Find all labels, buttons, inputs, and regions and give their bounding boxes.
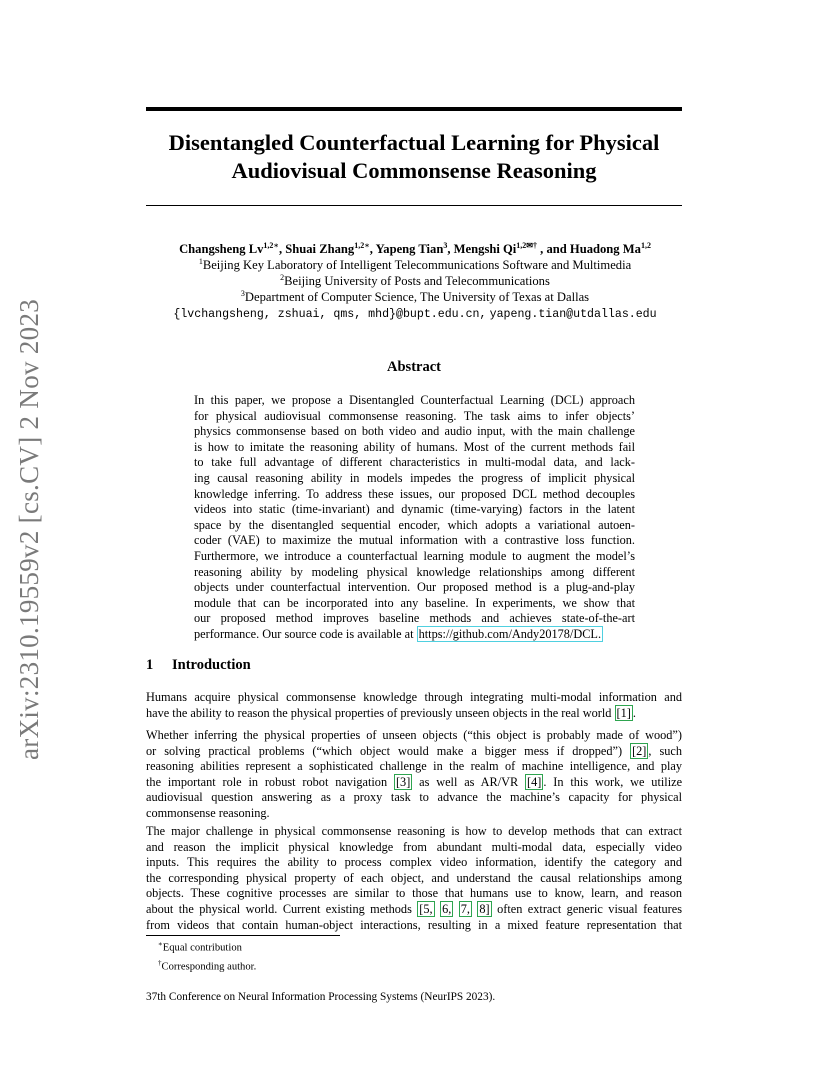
- abstract-line: space by the disentangled sequential encoder, which adopts a variational autoen-: [194, 517, 635, 532]
- abstract-line: coder (VAE) to maximize the mutual information with a contrastive loss function.: [194, 533, 635, 548]
- body-line: commonsense reasoning.: [146, 805, 270, 820]
- abstract-line: performance. Our source code is available at https://github.com/Andy20178/DCL.: [194, 626, 602, 641]
- intro-paragraph-1: [146, 690, 682, 721]
- abstract-line: to take full advantage of different characteristics in multi-modal data, and lack-: [194, 455, 635, 470]
- citation-link[interactable]: 8]: [479, 901, 490, 916]
- author-sup: 1,2∗: [354, 240, 370, 250]
- paper-title: [146, 129, 682, 185]
- body-line: and reason the implicit physical knowledge from abundant multi-modal data, especially video: [146, 839, 682, 854]
- abstract-line: knowledge inferring. To address these issues, our proposed DCL method decouples: [194, 486, 635, 501]
- body-line: inputs. This requires the ability to process complex video information, identify the category and: [146, 855, 682, 870]
- section-heading: [146, 657, 251, 674]
- author-sup: 1,2: [640, 240, 651, 250]
- source-code-link[interactable]: https://github.com/Andy20178/DCL.: [418, 626, 602, 641]
- conference-note: 37th Conference on Neural Information Processing Systems (NeurIPS 2023).: [146, 991, 496, 1003]
- author-name: Shuai Zhang: [285, 242, 355, 256]
- section-number: 1: [146, 657, 154, 673]
- body-line: or solving practical problems (“which object would make a bigger mess if dropped”) [2] , such: [146, 743, 682, 758]
- author-names: Changsheng $Lv^{1,2∗}$, Shuai Zhang$^{1,2∗}$, Yapeng Tian$^3$, Mengshi $Qi^{1,2✉\dagger}$ , and Huadong Ma$^{1,2}$: [179, 240, 651, 256]
- citation-link[interactable]: [1]: [616, 705, 631, 720]
- body-line: objects. These cognitive processes are similar to those that humans use to know, learn, and reason: [146, 886, 682, 901]
- citation-link[interactable]: [3]: [395, 774, 411, 789]
- body-line: have the ability to reason the physical properties of previously unseen objects in the real world [1] .: [146, 705, 636, 720]
- title-rule-top: [146, 107, 682, 111]
- abstract-line: In this paper, we propose a Disentangled Counterfactual Learning (DCL) approach: [194, 393, 635, 407]
- author-name: Changsheng Lv: [179, 242, 264, 256]
- abstract-line: is how to imitate the reasoning ability of humans. Most of the current methods fail: [194, 439, 635, 454]
- body-line: audiovisual question answering as a proxy task to advance the machine’s capacity for physical: [146, 790, 682, 805]
- affiliation: $^3$Department of Computer Science, The University of Texas at Dallas: [240, 288, 590, 304]
- section-title: Introduction: [172, 657, 251, 673]
- affiliation: $^1$Beijing Key Laboratory of Intelligent Telecommunications Software and Multimedia: [198, 256, 632, 272]
- email-group: {lvchangsheng, zshuai, qms, mhd}@bupt.edu.cn,: [173, 308, 487, 321]
- citation-link[interactable]: [2]: [632, 743, 647, 758]
- author-sup: 1,2∗: [263, 240, 279, 250]
- citation-link[interactable]: [5,: [419, 901, 433, 916]
- email-single: yapeng.tian@utdallas.edu: [489, 308, 657, 321]
- abstract-line: Furthermore, we introduce a counterfactual learning module to augment the model’s: [194, 548, 635, 563]
- body-line: the corresponding physical property of each object, and understand the causal relationships among: [146, 870, 682, 885]
- footnote: ∗Equal contribution: [158, 940, 242, 954]
- arxiv-identifier: arXiv:2310.19559v2 [cs.CV] 2 Nov 2023: [14, 298, 44, 760]
- citation-link[interactable]: 6,: [442, 901, 452, 916]
- body-line: Whether inferring the physical properties of unseen objects (“this object is probably made of wood”): [146, 728, 682, 742]
- footnotes: [158, 937, 256, 974]
- author-sup: 1,2✉†: [516, 240, 537, 250]
- author-sup: 3: [443, 240, 448, 250]
- affiliation: $^2$Beijing University of Posts and Telecommunications: [280, 272, 550, 288]
- intro-paragraph-3: [146, 824, 682, 933]
- abstract-line: physics commonsense based on both video and audio input, with the main challenge: [194, 424, 635, 439]
- abstract-body: [194, 393, 635, 643]
- body-line: about the physical world. Current existing methods [5, 6, 7, 8] often extract generic visual features: [146, 901, 683, 916]
- body-line: Humans acquire physical commonsense knowledge through integrating multi-modal information and: [146, 690, 682, 704]
- abstract-line: ing causal reasoning ability in models impedes the progress of implicit physical: [194, 470, 635, 485]
- abstract-line: reasoning ability by modeling physical knowledge relationships among different: [194, 564, 635, 579]
- footnote: †Corresponding author.: [158, 958, 257, 973]
- author-name: Mengshi Qi: [453, 242, 517, 256]
- citation-link[interactable]: 7,: [460, 901, 470, 916]
- title-line: Disentangled Counterfactual Learning for Physical: [168, 130, 660, 155]
- body-line: from videos that contain human-object interactions, resulting in a mixed feature representation that: [146, 917, 682, 932]
- email-line: [120, 305, 710, 323]
- abstract-line: objects under counterfactual intervention. Our proposed method is a plug-and-play: [194, 580, 635, 595]
- abstract-line: module that can be incorporated into any baseline. In experiments, we show that: [194, 595, 635, 610]
- author-block: [120, 241, 710, 323]
- abstract-line: videos into static (time-invariant) and dynamic (time-varying) factors in the latent: [194, 502, 635, 517]
- citation-link[interactable]: [4]: [527, 774, 542, 789]
- title-line: Audiovisual Commonsense Reasoning: [231, 158, 597, 183]
- body-line: the important role in robust robot navigation [3] as well as AR/VR [4] . In this work, we utilize: [146, 774, 683, 789]
- footnote-rule: [146, 935, 340, 936]
- abstract-line: for physical audiovisual commonsense reasoning. The task aims to infer objects’: [194, 408, 635, 423]
- body-line: The major challenge in physical commonsense reasoning is how to develop methods that can extract: [146, 824, 682, 838]
- body-line: reasoning abilities represent a sophisticated challenge in the realm of machine intelligence, and play: [146, 759, 682, 774]
- author-name: Yapeng Tian: [375, 242, 444, 256]
- intro-paragraph-2: [146, 728, 682, 822]
- title-rule-bottom: [146, 205, 682, 206]
- author-name: and Huadong Ma: [546, 242, 641, 256]
- abstract-heading: Abstract: [387, 359, 441, 375]
- abstract-line: our proposed method improves baseline methods and achieves state-of-the-art: [194, 611, 635, 626]
